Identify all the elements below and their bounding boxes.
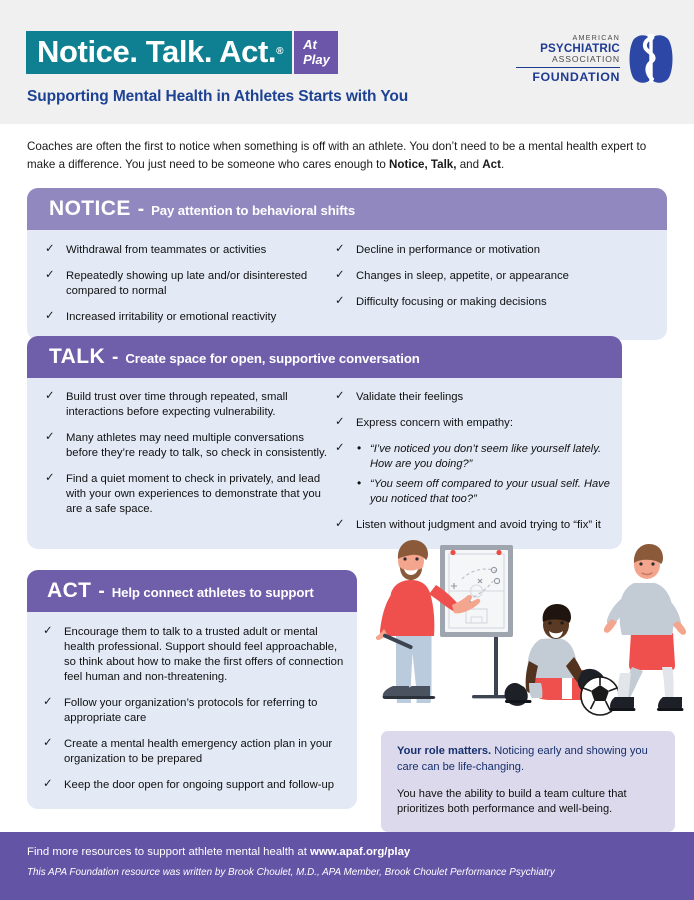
section-title-talk: TALK: [49, 345, 106, 368]
apaf-line-association: ASSOCIATION: [552, 54, 620, 65]
list-item: ✓ Repeatedly showing up late and/or disinterested compared to normal: [41, 269, 331, 299]
section-dash-talk: -: [112, 347, 119, 368]
act-list: [39, 625, 345, 793]
talk-list-left: [41, 390, 331, 517]
section-subtitle-act: Help connect athletes to support: [111, 585, 314, 600]
brand-tag-line2: Play: [303, 51, 330, 67]
list-item: ✓ Validate their feelings: [331, 390, 610, 405]
apaf-logo: [516, 28, 676, 90]
section-body-notice: [27, 230, 667, 340]
talk-quote-list: [356, 442, 610, 507]
intro-bold-1: Notice, Talk,: [389, 157, 457, 171]
intro-text-2: and: [456, 157, 483, 171]
section-title-notice: NOTICE: [49, 197, 131, 220]
brand-logo: [26, 31, 338, 74]
apaf-logo-text: [516, 34, 626, 83]
apaf-divider: [516, 67, 620, 69]
intro-text-1: Coaches are often the first to notice when something is off with an athlete. You don’t need to be a mental health expert to make a difference. You just need to be someone who cares enough to: [27, 140, 647, 171]
list-item: ✓ Create a mental health emergency action plan in your organization to be prepared: [39, 737, 345, 767]
notice-list-right: [331, 243, 653, 310]
talk-list-right: [331, 390, 610, 533]
section-subtitle-talk: Create space for open, supportive conversation: [125, 351, 420, 366]
callout-paragraph-2: You have the ability to build a team culture that prioritizes both performance and well-being.: [397, 787, 627, 816]
athletes-illustration: [366, 521, 686, 726]
brand-logo-tag: [294, 31, 338, 74]
intro-paragraph: [27, 138, 647, 174]
list-item: ✓ Decline in performance or motivation: [331, 243, 653, 258]
header-band: [0, 0, 694, 124]
notice-column-left: [41, 243, 331, 325]
intro-text-3: .: [500, 157, 505, 171]
list-item: ✓ Changes in sleep, appetite, or appearance: [331, 269, 653, 284]
list-item: • ✓ “I’ve noticed you don’t seem like yourself lately. How are you doing?”: [356, 442, 610, 471]
act-column: [39, 625, 345, 793]
role-matters-callout: [381, 731, 675, 832]
section-dash-act: -: [98, 581, 105, 602]
list-item: ✓ Many athletes may need multiple conversations before they’re ready to talk, so check in consistently.: [41, 431, 331, 461]
section-subtitle-notice: Pay attention to behavioral shifts: [151, 203, 356, 218]
apaf-line-psychiatric: PSYCHIATRIC: [540, 41, 620, 55]
brand-logo-text: Notice. Talk. Act.: [37, 34, 277, 69]
list-item: ✓ Build trust over time through repeated, small interactions before expecting vulnerability.: [41, 390, 331, 420]
section-title-act: ACT: [47, 579, 92, 602]
brand-logo-main: [26, 31, 292, 74]
list-item: ✓ Keep the door open for ongoing support and follow-up: [39, 778, 345, 793]
list-item: ✓ Increased irritability or emotional reactivity: [41, 310, 331, 325]
page-title: Supporting Mental Health in Athletes Starts with You: [27, 88, 409, 105]
section-card-notice: [27, 188, 667, 340]
footer-resources-line: [27, 846, 410, 858]
notice-column-right: [331, 243, 653, 325]
whiteboard-icon: [440, 545, 520, 698]
list-item: ✓ Express concern with empathy:: [331, 416, 610, 431]
registered-mark-icon: ®: [276, 45, 284, 57]
footer-credit: This APA Foundation resource was written by Brook Choulet, M.D., APA Member, Brook Choulet Performance Psychiatry: [27, 867, 555, 878]
list-item: ✓ Difficulty focusing or making decisions: [331, 295, 653, 310]
apaf-line-american: AMERICAN: [572, 33, 620, 43]
footer-text-before: Find more resources to support athlete mental health at: [27, 846, 311, 858]
callout-paragraph-1: [397, 744, 659, 776]
intro-bold-2: Act: [482, 157, 501, 171]
list-item: ✓ Listen without judgment and avoid trying to “fix” it: [331, 518, 610, 533]
apaf-line-foundation: FOUNDATION: [532, 70, 620, 85]
list-item: ✓ Follow your organization’s protocols for referring to appropriate care: [39, 696, 345, 726]
talk-quote-group: [331, 442, 610, 507]
talk-column-left: [41, 390, 331, 533]
footer-url[interactable]: www.apaf.org/play: [310, 846, 411, 858]
section-header-act: [27, 570, 357, 612]
list-item: ✓ Find a quiet moment to check in privately, and lead with your own experiences to demonstrate that you are a safe space.: [41, 472, 331, 517]
section-card-talk: [27, 336, 622, 549]
brand-tag-line1: At: [303, 37, 317, 53]
footer-band: [0, 832, 694, 900]
callout-bold-lead: Your role matters.: [397, 745, 492, 757]
list-item: ✓ Encourage them to talk to a trusted adult or mental health professional. Support should feel approachable, so think about how to make the first offers of connection feel human and non-threatening.: [39, 625, 345, 685]
callout-text-1: Noticing early and showing you care can be life-changing.: [397, 745, 648, 773]
talk-column-right: [331, 390, 610, 533]
list-item: ✓ Withdrawal from teammates or activities: [41, 243, 331, 258]
notice-list-left: [41, 243, 331, 325]
section-header-notice: [27, 188, 667, 230]
section-dash-notice: -: [137, 199, 145, 220]
section-header-talk: [27, 336, 622, 378]
apaf-caduceus-icon: [626, 33, 676, 85]
list-item: • “You seem off compared to your usual self. Have you noticed that too?”: [356, 477, 610, 506]
section-card-act: [27, 570, 357, 809]
section-body-act: [27, 612, 357, 809]
